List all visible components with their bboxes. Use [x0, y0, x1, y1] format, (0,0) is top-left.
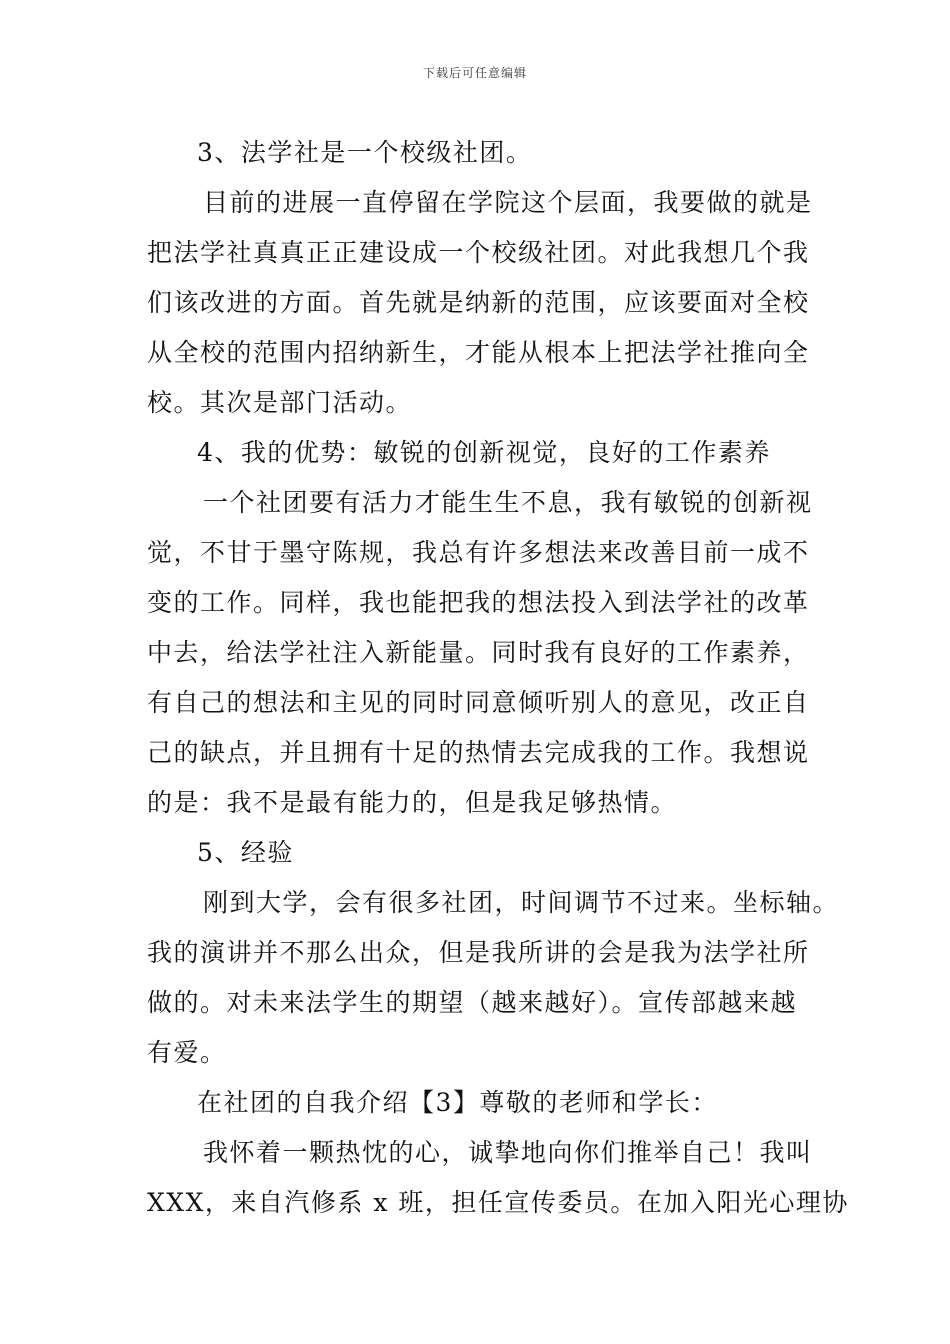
paragraph-line: 刚到大学，会有很多社团，时间调节不过来。坐标轴。	[203, 888, 840, 917]
paragraph-line: 做的。对未来法学生的期望（越来越好）。宣传部越来越	[147, 988, 798, 1017]
page-header-note: 下载后可任意编辑	[422, 66, 527, 80]
paragraph-line: 们该改进的方面。首先就是纳新的范围，应该要面对全校	[147, 288, 810, 317]
paragraph-line: 我的演讲并不那么出众，但是我所讲的会是我为法学社所	[147, 938, 810, 967]
section-heading-intro: 在社团的自我介绍【3】尊敬的老师和学长：	[197, 1088, 718, 1117]
paragraph-line: 目前的进展一直停留在学院这个层面，我要做的就是	[203, 188, 813, 217]
paragraph-line: 的是：我不是最有能力的，但是我足够热情。	[147, 788, 678, 817]
paragraph-line: 中去，给法学社注入新能量。同时我有良好的工作素养，	[147, 638, 810, 667]
paragraph-line: 觉，不甘于墨守陈规，我总有许多想法来改善目前一成不	[147, 538, 810, 567]
document-body	[147, 128, 849, 1228]
paragraph-line: XXX，来自汽修系 x 班，担任宣传委员。在加入阳光心理协	[147, 1188, 849, 1217]
paragraph-line: 从全校的范围内招纳新生，才能从根本上把法学社推向全	[147, 338, 810, 367]
paragraph-line: 变的工作。同样，我也能把我的想法投入到法学社的改革	[147, 588, 810, 617]
section-heading-4: 4、我的优势：敏锐的创新视觉，良好的工作素养	[197, 438, 771, 467]
paragraph-line: 校。其次是部门活动。	[147, 388, 413, 417]
paragraph-line: 有自己的想法和主见的同时同意倾听别人的意见，改正自	[147, 688, 810, 717]
paragraph-line: 把法学社真真正正建设成一个校级社团。对此我想几个我	[147, 238, 810, 267]
paragraph-line: 我怀着一颗热忱的心，诚挚地向你们推举自己！我叫	[203, 1138, 813, 1167]
section-heading-3: 3、法学社是一个校级社团。	[197, 138, 533, 167]
section-heading-5: 5、经验	[197, 838, 294, 867]
paragraph-line: 一个社团要有活力才能生生不息，我有敏锐的创新视	[203, 488, 813, 517]
paragraph-line: 有爱。	[147, 1038, 227, 1067]
paragraph-line: 己的缺点，并且拥有十足的热情去完成我的工作。我想说	[147, 738, 810, 767]
